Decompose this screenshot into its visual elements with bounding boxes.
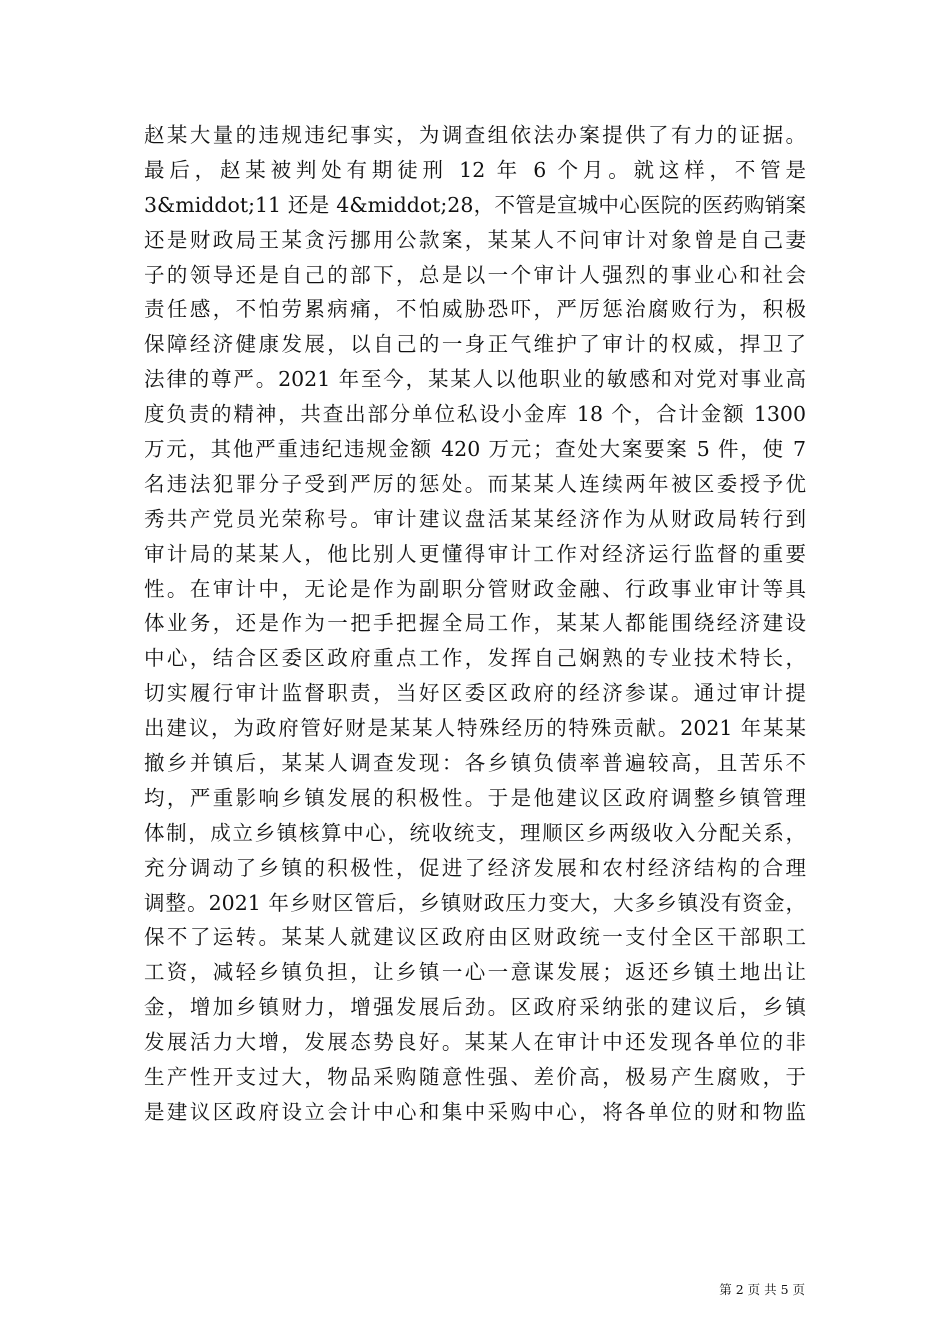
page-number-footer: 第 2 页 共 5 页 bbox=[719, 1282, 805, 1297]
text-line-11: 名违法犯罪分子受到严厉的惩处。而某某人连续两年被区委授予优 bbox=[144, 471, 806, 496]
text-line-23: 调整。2021 年乡财区管后，乡镇财政压力变大，大多乡镇没有资金， bbox=[144, 890, 806, 915]
text-line-21: 体制，成立乡镇核算中心，统收统支，理顺区乡两级收入分配关系， bbox=[144, 820, 806, 845]
text-line-14: 性。在审计中，无论是作为副职分管财政金融、行政事业审计等具 bbox=[144, 576, 806, 601]
text-line-10: 万元，其他严重违纪违规金额 420 万元；查处大案要案 5 件，使 7 bbox=[144, 437, 806, 462]
text-line-6: 责任感，不怕劳累病痛，不怕威胁恐吓，严厉惩治腐败行为，积极 bbox=[144, 297, 806, 322]
text-line-7: 保障经济健康发展，以自己的一身正气维护了审计的权威，捍卫了 bbox=[144, 332, 806, 357]
text-line-20: 均，严重影响乡镇发展的积极性。于是他建议区政府调整乡镇管理 bbox=[144, 785, 806, 810]
text-line-15: 体业务，还是作为一把手把握全局工作，某某人都能围绕经济建设 bbox=[144, 611, 806, 636]
text-line-13: 审计局的某某人，他比别人更懂得审计工作对经济运行监督的重要 bbox=[144, 541, 806, 566]
text-line-1: 赵某大量的违规违纪事实，为调查组依法办案提供了有力的证据。 bbox=[144, 123, 806, 147]
text-line-12: 秀共产党员光荣称号。审计建议盘活某某经济作为从财政局转行到 bbox=[144, 506, 806, 531]
text-line-29: 是建议区政府设立会计中心和集中采购中心，将各单位的财和物监 bbox=[144, 1099, 806, 1124]
text-line-19: 撤乡并镇后，某某人调查发现：各乡镇负债率普遍较高，且苦乐不 bbox=[144, 751, 806, 776]
body-text bbox=[144, 118, 806, 1130]
text-line-27: 发展活力大增，发展态势良好。某某人在审计中还发现各单位的非 bbox=[144, 1030, 806, 1055]
text-line-4: 还是财政局王某贪污挪用公款案，某某人不问审计对象曾是自己妻 bbox=[144, 227, 806, 252]
text-line-16: 中心，结合区委区政府重点工作，发挥自己娴熟的专业技术特长， bbox=[144, 646, 806, 671]
text-line-5: 子的领导还是自己的部下，总是以一个审计人强烈的事业心和社会 bbox=[144, 262, 806, 287]
text-line-2: 最后，赵某被判处有期徒刑 12 年 6 个月。就这样，不管是 bbox=[144, 157, 806, 182]
text-line-25: 工资，减轻乡镇负担，让乡镇一心一意谋发展；返还乡镇土地出让 bbox=[144, 960, 806, 985]
text-line-17: 切实履行审计监督职责，当好区委区政府的经济参谋。通过审计提 bbox=[144, 681, 806, 706]
text-line-26: 金，增加乡镇财力，增强发展后劲。区政府采纳张的建议后，乡镇 bbox=[144, 995, 806, 1020]
text-line-18: 出建议，为政府管好财是某某人特殊经历的特殊贡献。2021 年某某 bbox=[144, 716, 806, 741]
text-line-3: 3&middot;11 还是 4&middot;28，不管是宣城中心医院的医药购销案 bbox=[144, 192, 806, 217]
text-line-9: 度负责的精神，共查出部分单位私设小金库 18 个，合计金额 1300 bbox=[144, 402, 806, 427]
text-line-8: 法律的尊严。2021 年至今，某某人以他职业的敏感和对党对事业高 bbox=[144, 367, 806, 392]
text-line-22: 充分调动了乡镇的积极性，促进了经济发展和农村经济结构的合理 bbox=[144, 855, 806, 880]
text-line-28: 生产性开支过大，物品采购随意性强、差价高，极易产生腐败，于 bbox=[144, 1065, 806, 1090]
text-line-24: 保不了运转。某某人就建议区政府由区财政统一支付全区干部职工 bbox=[144, 925, 806, 950]
